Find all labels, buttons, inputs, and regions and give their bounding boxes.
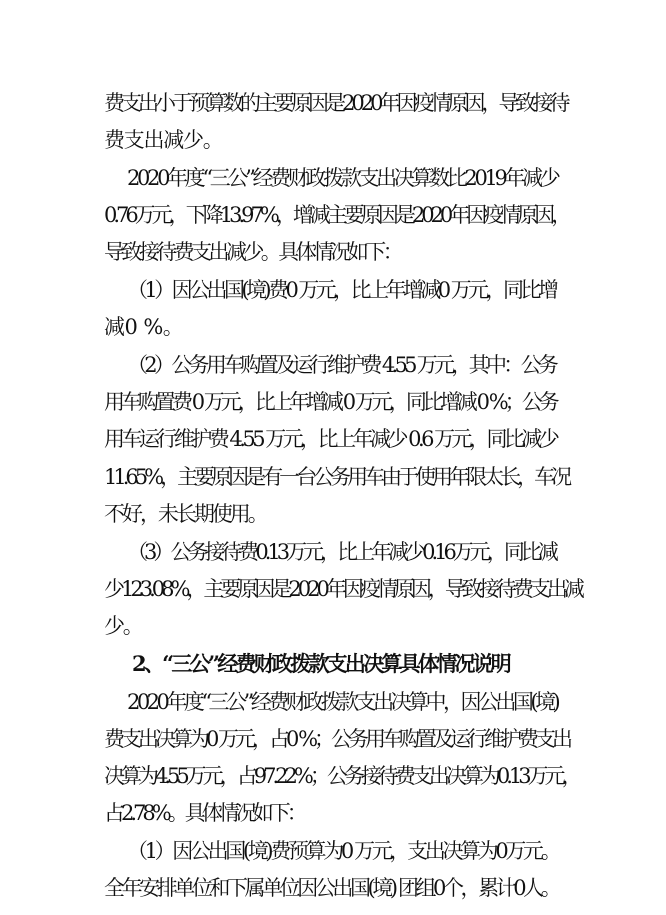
paragraph-line-6: （1）因公出国(境)费0 万元，比上年增减0 万元，同比增: [127, 278, 556, 302]
paragraph-line-21: （1）因公出国(境)费预算为0 万元，支出决算为0万元。: [127, 839, 559, 863]
paragraph-line-13: （3）公务接待费0.13万元，比上年减少0.16万元，同比减: [127, 540, 555, 564]
paragraph-line-12: 不好，未长期使用。: [104, 502, 266, 526]
paragraph-line-18: 费支出决算为0 万元，占0 %；公务用车购置及运行维护费支出: [104, 727, 570, 751]
paragraph-line-7: 减0 %。: [104, 315, 184, 339]
paragraph-line-11: 11.65%，主要原因是有一台公务用车由于使用年限太长，车况: [104, 465, 569, 489]
section-heading: 2、“三公”经费财政拨款支出决算具体情况说明: [132, 651, 510, 676]
paragraph-line-5: 导致接待费支出减少。具体情况如下：: [104, 240, 401, 264]
paragraph-line-10: 用车运行维护费 4.55 万元，比上年减少 0.6 万元，同比减少: [104, 427, 557, 451]
paragraph-line-22: 全年安排单位和下属单位因公出国(境) 团组0个，累计0人。: [104, 876, 559, 900]
paragraph-line-2: 费支出减少。: [104, 128, 223, 152]
paragraph-line-8: （2）公务用车购置及运行维护费 4.55 万元，其中：公务: [127, 353, 556, 377]
paragraph-line-20: 占2.78%。具体情况如下：: [104, 801, 304, 825]
paragraph-line-3: 2020年度“三公”经费财政拨款支出决算数比2019年减少: [127, 166, 558, 190]
paragraph-line-1: 费支出小于预算数的主要原因是2020年因疫情原因，导致接待: [104, 91, 567, 115]
paragraph-line-17: 2020年度“三公”经费财政拨款支出决算中，因公出国(境): [127, 690, 558, 714]
paragraph-line-15: 少。: [104, 614, 142, 638]
paragraph-line-19: 决算为4.55万元，占97.22%；公务接待费支出决算为0.13万元，: [104, 764, 579, 788]
paragraph-line-9: 用车购置费 0 万元，比上年增减 0 万元，同比增减 0 %；公务: [104, 390, 556, 414]
paragraph-line-4: 0.76万元，下降13.97%，增减主要原因是2020年因疫情原因，: [104, 203, 569, 227]
paragraph-line-14: 少123.08%，主要原因是2020年因疫情原因，导致接待费支出减: [104, 577, 581, 601]
